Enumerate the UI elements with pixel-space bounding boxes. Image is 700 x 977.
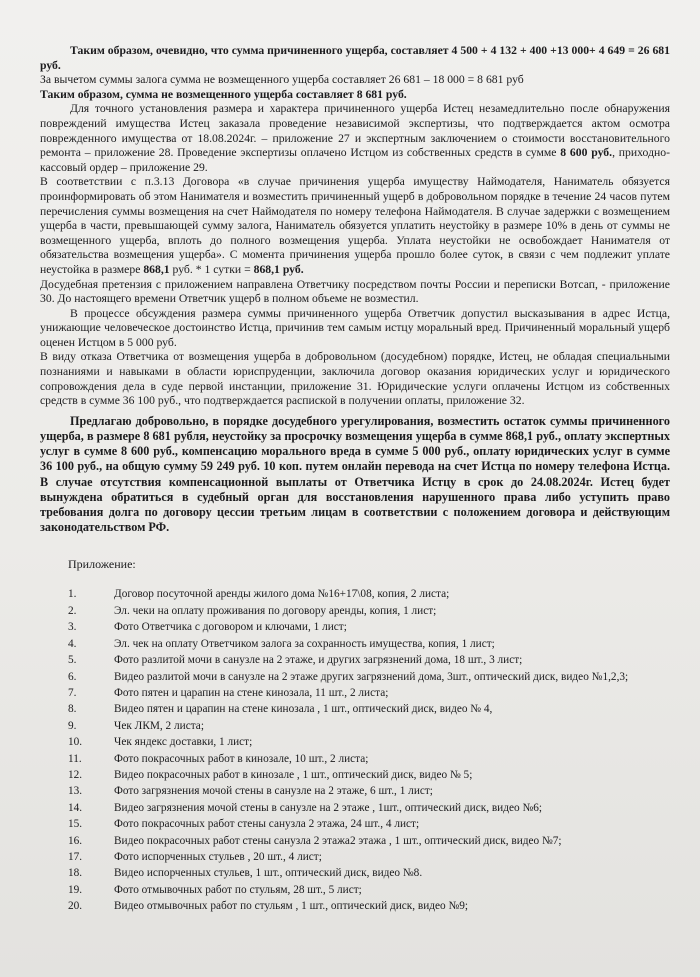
paragraph-damage-total: [40, 44, 670, 73]
appendix-item: [40, 701, 670, 717]
appendix-item-number: 4.: [68, 637, 77, 650]
appendix-item: [40, 751, 670, 767]
appendix-item: [40, 783, 670, 799]
paragraph-legal-services: В виду отказа Ответчика от возмещения ущерба в добровольном (досудебном) порядке, Истец, не обладая специальными познаниями и навыками в области юриспруденции, заключила договор оказания юридических услуг и юридического сопровождения дела в суде первой инстанции, приложение 31. Юридические услуги оплачены Истцом из собственных средств в сумме 36 100 руб., что подтверждается распиской в получении оплаты, приложение 32.: [40, 350, 670, 408]
appendix-item-text: Видео испорченных стульев, 1 шт., оптический диск, видео №8.: [114, 867, 423, 880]
expertise-text: Для точного установления размера и характера причиненного ущерба Истец незамедлительно после обнаружения повреждений имущества Истец заказала проведение независимой экспертизы, что подтверждается актом осмотра поврежденного имущества от 18.08.2024г. – приложение 27 и экспертным заключением о стоимости восстановительного ремонта – приложение 28. Проведение экспертизы оплачено Истцом из собственных средств в сумме: [40, 102, 670, 160]
contract-clause-text: В соответствии с п.3.13 Договора «в случае причинения ущерба имуществу Наймодателя, Наниматель обязуется проинформировать об этом Нанимателя и возместить причиненный ущерб в добровольном порядке в течение 24 часов путем перечисления суммы возмещения на счет Наймодателя по номеру телефона Наймодателя. В случае задержки с возмещением ущерба в части, превышающей сумму залога, Наниматель обязуется уплатить неустойку в размере 10% в день от суммы не возмещенного ущерба, вплоть до полного возмещения ущерба. Уплата неустойки не освобождает Нанимателя от обязательства возмещения ущерба». С момента причинения ущерба прошло более суток, в связи с чем подлежит уплате неустойка в размере: [40, 175, 670, 276]
appendix-item-number: 12.: [68, 768, 83, 781]
appendix-item-text: Фото пятен и царапин на стене кинозала, 11 шт., 2 листа;: [114, 686, 389, 699]
appendix-item-number: 17.: [68, 850, 83, 863]
appendix-item-number: 8.: [68, 703, 77, 716]
appendix-item-text: Фото разлитой мочи в санузле на 2 этаже, и других загрязнений дома, 18 шт., 3 лист;: [114, 654, 523, 667]
appendix-item-number: 7.: [68, 686, 77, 699]
appendix-item-number: 13.: [68, 785, 83, 798]
appendix-item: [40, 669, 670, 685]
appendix-item-text: Фото испорченных стульев , 20 шт., 4 лист;: [114, 850, 322, 863]
appendix-item-text: Фото Ответчика с договором и ключами, 1 лист;: [114, 621, 347, 634]
paragraph-expertise: [40, 102, 670, 175]
appendix-item-text: Фото покрасочных работ в кинозале, 10 шт., 2 листа;: [114, 752, 369, 765]
appendix-item-number: 5.: [68, 654, 77, 667]
paragraph-moral-damage: В процессе обсуждения размера суммы причиненного ущерба Ответчик допустил высказывания в адрес Истца, унижающие человеческое достоинство Истца, причинив тем самым истцу моральный вред. Причиненный моральный ущерб оценен Истцом в 5 000 руб.: [40, 306, 670, 349]
appendix-item-text: Эл. чеки на оплату проживания по договору аренды, копия, 1 лист;: [114, 604, 437, 617]
appendix-item: [40, 619, 670, 635]
appendix-item-text: Видео покрасочных работ в кинозале , 1 шт., оптический диск, видео № 5;: [114, 768, 473, 781]
appendix-item: [40, 800, 670, 816]
expertise-amount: 8 600 руб.: [560, 146, 613, 160]
expertise-tail: , приходно-кассовый ордер – приложение 29.: [40, 146, 670, 174]
penalty-amount: 868,1: [143, 262, 170, 276]
paragraph-settlement-offer: Предлагаю добровольно, в порядке досудебного урегулирования, возместить остаток суммы причиненного ущерба, в размере 8 681 рубля, неустойку за просрочку возмещения ущерба в сумме 868,1 руб., оплату экспертных услуг в сумме 8 600 руб., компенсацию морального вреда в сумме 5 000 руб., оплату юридических услуг в сумме 36 100 руб., на общую сумму 59 249 руб. 10 коп. путем онлайн перевода на счет Истца по номеру телефона Истца. В случае отсутствия компенсационной выплаты от Ответчика Истцу в срок до 24.08.2024г. Истец будет вынуждена обратиться в судебный орган для восстановления нарушенного права либо уступить право требования долга по договору цессии третьим лицам в соответствии с положением договора и действующим законодательством РФ.: [40, 413, 670, 535]
appendix-item: [40, 734, 670, 750]
appendix-item: [40, 882, 670, 898]
paragraph-deposit-deduction: За вычетом суммы залога сумма не возмещенного ущерба составляет 26 681 – 18 000 = 8 681 руб: [40, 73, 524, 87]
appendix-item-text: Фото отмывочных работ по стульям, 28 шт., 5 лист;: [114, 883, 362, 896]
appendix-item-text: Чек ЛКМ, 2 листа;: [114, 719, 204, 732]
appendix-item: [40, 816, 670, 832]
appendix-item-number: 20.: [68, 900, 83, 913]
appendix-item-number: 1.: [68, 588, 77, 601]
damage-total-text: Таким образом, очевидно, что сумма причиненного ущерба, составляет 4 500 + 4 132 + 400 +13 000+ 4 649 = 26 681 руб.: [40, 44, 670, 72]
appendix-item-text: Фото загрязнения мочой стены в санузле на 2 этаже, 6 шт., 1 лист;: [114, 785, 433, 798]
appendix-item-text: Видео отмывочных работ по стульям , 1 шт., оптический диск, видео №9;: [114, 900, 469, 913]
appendix-item-number: 10.: [68, 736, 83, 749]
penalty-calc: руб. * 1 сутки =: [172, 262, 251, 276]
appendix-item: [40, 833, 670, 849]
paragraph-unreimbursed-summary: [40, 88, 670, 103]
appendix-item: [40, 652, 670, 668]
appendix-list: [40, 586, 670, 914]
appendix-item-number: 2.: [68, 604, 77, 617]
appendix-item-text: Видео пятен и царапин на стене кинозала , 1 шт., оптический диск, видео № 4,: [114, 703, 493, 716]
appendix-item: [40, 636, 670, 652]
appendix-item-number: 15.: [68, 818, 83, 831]
appendix-item: [40, 718, 670, 734]
appendix-item: [40, 767, 670, 783]
appendix-item-number: 14.: [68, 801, 83, 814]
appendix-item: [40, 865, 670, 881]
appendix-item-number: 9.: [68, 719, 77, 732]
appendix-item-text: Фото покрасочных работ стены санузла 2 этажа, 24 шт., 4 лист;: [114, 818, 420, 831]
appendix-item-text: Договор посуточной аренды жилого дома №16+17\08, копия, 2 листа;: [114, 588, 450, 601]
appendix-item: [40, 603, 670, 619]
appendix-title: Приложение:: [68, 557, 136, 572]
appendix-item: [40, 898, 670, 914]
appendix-item-number: 16.: [68, 834, 83, 847]
appendix-item-text: Эл. чек на оплату Ответчиком залога за сохранность имущества, копия, 1 лист;: [114, 637, 495, 650]
appendix-item: [40, 849, 670, 865]
appendix-item-text: Видео загрязнения мочой стены в санузле на 2 этаже , 1шт., оптический диск, видео №6;: [114, 801, 543, 814]
appendix-item-text: Видео покрасочных работ стены санузла 2 этажа2 этажа , 1 шт., оптический диск, видео №7;: [114, 834, 562, 847]
unreimbursed-summary-text: Таким образом, сумма не возмещенного ущерба составляет 8 681 руб.: [40, 87, 407, 101]
appendix-item-text: Чек яндекс доставки, 1 лист;: [114, 736, 253, 749]
penalty-total: 868,1 руб.: [253, 262, 304, 276]
paragraph-pretrial-claim: Досудебная претензия с приложением направлена Ответчику посредством почты России и переписки Вотсап, - приложение 30. До настоящего времени Ответчик ущерб в полном объеме не возместил.: [40, 277, 670, 306]
appendix-item-number: 19.: [68, 883, 83, 896]
appendix-item-number: 11.: [68, 752, 82, 765]
appendix-item-number: 18.: [68, 867, 83, 880]
paragraph-contract-clause: [40, 175, 670, 277]
appendix-item-number: 6.: [68, 670, 77, 683]
appendix-item-text: Видео разлитой мочи в санузле на 2 этаже других загрязнений дома, 3шт., оптический диск, видео №1,2,3;: [114, 670, 629, 683]
appendix-item-number: 3.: [68, 621, 77, 634]
appendix-item: [40, 586, 670, 602]
appendix-item: [40, 685, 670, 701]
